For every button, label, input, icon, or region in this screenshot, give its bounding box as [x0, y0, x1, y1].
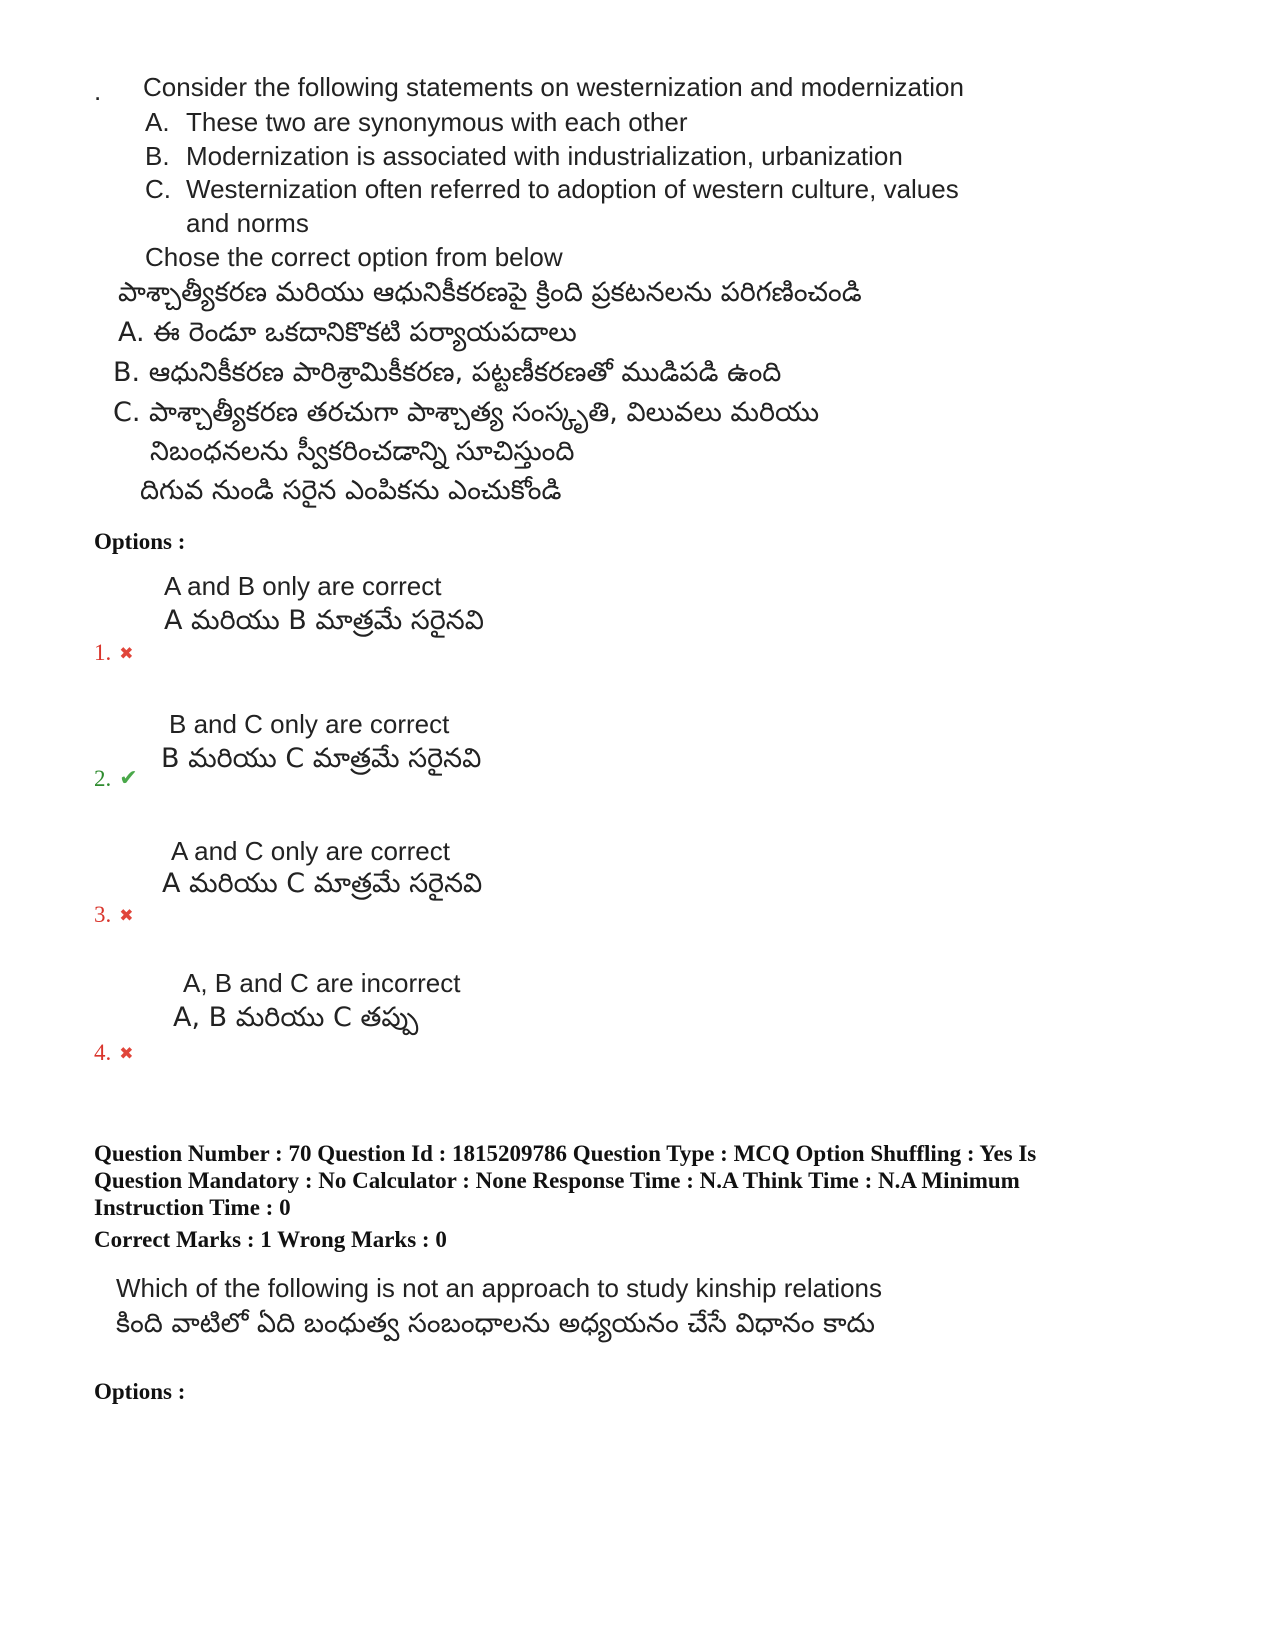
option-1-te: A మరియు B మాత్రమే సరైనవి: [164, 605, 484, 636]
statement-c-te: C. పాశ్చాత్యీకరణ తరచుగా పాశ్చాత్య సంస్కృతి, విలువలు మరియు: [113, 397, 820, 428]
option-1-number: [94, 640, 134, 666]
statement-b-te: B. ఆధునికీకరణ పారిశ్రామికీకరణ, పట్టణీకరణతో ముడిపడి ఉంది: [113, 357, 782, 388]
wrong-mark-icon: ✖: [119, 906, 134, 926]
question-70-stem-en: Which of the following is not an approach to study kinship relations: [116, 1273, 882, 1303]
statement-c-cont-en: and norms: [186, 208, 309, 238]
question-bullet: .: [94, 76, 102, 106]
marks-line: Correct Marks : 1 Wrong Marks : 0: [94, 1227, 447, 1252]
question-meta-line-2: Question Mandatory : No Calculator : None Response Time : N.A Think Time : N.A Minimum: [94, 1168, 1020, 1193]
option-2-te: B మరియు C మాత్రమే సరైనవి: [161, 743, 482, 774]
wrong-mark-icon: ✖: [119, 1044, 134, 1064]
option-4-te: A, B మరియు C తప్పు: [173, 1002, 419, 1033]
statement-c-en: Westernization often referred to adoption of western culture, values: [186, 174, 959, 204]
wrong-mark-icon: ✖: [119, 644, 134, 664]
instruction-te: దిగువ నుండి సరైన ఎంపికను ఎంచుకోండి: [140, 475, 562, 506]
option-3-number-text: 3.: [94, 902, 112, 927]
statement-b-en: Modernization is associated with industrialization, urbanization: [186, 141, 903, 171]
statement-c-letter-en: C.: [145, 174, 171, 204]
statement-b-letter-en: B.: [145, 141, 170, 171]
statement-c-cont-te: నిబంధనలను స్వీకరించడాన్ని సూచిస్తుంది: [150, 436, 575, 467]
option-3-number: [94, 902, 134, 928]
statement-a-te: A. ఈ రెండూ ఒకదానికొకటి పర్యాయపదాలు: [118, 317, 577, 348]
option-2-number: [94, 766, 138, 792]
question-stem-en: Consider the following statements on westernization and modernization: [143, 72, 964, 102]
option-2-en: B and C only are correct: [169, 709, 450, 739]
statement-a-en: These two are synonymous with each other: [186, 107, 688, 137]
instruction-en: Chose the correct option from below: [145, 242, 563, 272]
question-meta-line-1: Question Number : 70 Question Id : 1815209786 Question Type : MCQ Option Shuffling : Yes Is: [94, 1141, 1037, 1166]
option-3-te: A మరియు C మాత్రమే సరైనవి: [162, 868, 483, 899]
option-4-number-text: 4.: [94, 1040, 112, 1065]
statement-a-letter-en: A.: [145, 107, 170, 137]
option-1-en: A and B only are correct: [164, 571, 442, 601]
options-label: Options :: [94, 529, 186, 554]
question-meta-line-3: Instruction Time : 0: [94, 1195, 291, 1220]
option-4-number: [94, 1040, 134, 1066]
correct-check-icon: ✔: [119, 766, 138, 791]
option-3-en: A and C only are correct: [171, 836, 450, 866]
question-stem-te: పాశ్చాత్యీకరణ మరియు ఆధునికీకరణపై క్రింది ప్రకటనలను పరిగణించండి: [118, 277, 862, 308]
option-4-en: A, B and C are incorrect: [183, 968, 461, 998]
option-1-number-text: 1.: [94, 640, 112, 665]
option-2-number-text: 2.: [94, 766, 112, 791]
question-70-stem-te: కింది వాటిలో ఏది బంధుత్వ సంబంధాలను అధ్యయనం చేసే విధానం కాదు: [116, 1308, 875, 1339]
question-70-options-label: Options :: [94, 1379, 186, 1404]
